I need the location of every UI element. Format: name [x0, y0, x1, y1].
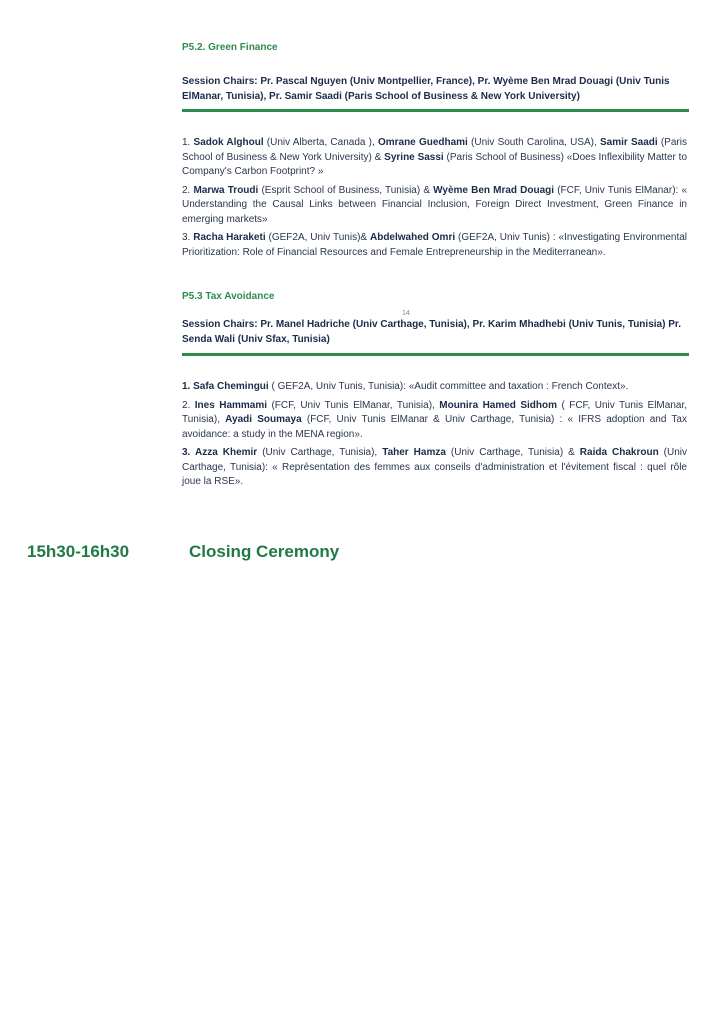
paper-list: [182, 380, 687, 490]
paper-number: 1.: [182, 381, 194, 392]
paper-text: (Esprit School of Business, Tunisia) &: [258, 184, 434, 196]
paper-list: [182, 136, 687, 260]
author-name: Ines Hammami: [194, 399, 268, 411]
closing-time: 15h30-16h30: [27, 542, 130, 561]
paper-entry: [182, 136, 687, 180]
paper-text: (Univ South Carolina, USA),: [467, 137, 600, 148]
paper-number: 3.: [182, 447, 195, 458]
session-chairs: Session Chairs: Pr. Manel Hadriche (Univ Carthage, Tunisia), Pr. Karim Mhadhebi (Univ Tunis, Tunisia) Pr. Senda Wali (Univ Sfax, Tunisia): [182, 319, 681, 345]
section-divider: [182, 353, 689, 356]
author-name: Azza Khemir: [194, 447, 258, 458]
paper-text: (GEF2A, Univ Tunis)&: [265, 232, 370, 243]
paper-text: ( GEF2A, Univ Tunis, Tunisia): «Audit committee and taxation : French Context».: [268, 381, 629, 392]
author-name: Sadok Alghoul: [193, 137, 264, 148]
paper-text: ( FCF, Univ Tunis ElManar, Tunisia),: [182, 399, 687, 425]
paper-text: (Univ Carthage, Tunisia) &: [445, 447, 580, 458]
closing-title: Closing Ceremony: [189, 542, 340, 561]
author-name: Racha Haraketi: [193, 232, 266, 243]
session-chairs: Session Chairs: Pr. Pascal Nguyen (Univ Montpellier, France), Pr. Wyème Ben Mrad Douagi (Univ Tunis ElManar, Tunisia), Pr. Samir Saadi (Paris School of Business & New York University): [182, 76, 670, 102]
author-name: Mounira Hamed Sidhom: [439, 399, 558, 411]
author-name: Ayadi Soumaya: [225, 414, 302, 425]
paper-number: 2.: [182, 399, 195, 411]
paper-entry: [182, 231, 687, 260]
author-name: Abdelwahed Omri: [369, 232, 456, 243]
author-name: Taher Hamza: [382, 447, 446, 458]
section-divider: [182, 109, 689, 112]
paper-entry: [182, 446, 687, 490]
paper-text: (Univ Carthage, Tunisia),: [257, 447, 383, 458]
paper-text: (GEF2A, Univ Tunis) : «Investigating Environmental Prioritization: Role of Financial Resources and Female Entrepreneurship in the Mediterranean».: [182, 232, 688, 258]
author-name: Samir Saadi: [599, 137, 658, 148]
author-name: Raida Chakroun: [579, 447, 659, 458]
paper-entry: [182, 399, 687, 443]
author-name: Marwa Troudi: [193, 184, 259, 196]
paper-text: (Paris School of Business) «Does Inflexibility Matter to Company's Carbon Footprint? »: [182, 151, 687, 177]
paper-text: (FCF, Univ Tunis ElManar & Univ Carthage, Tunisia) : « IFRS adoption and Tax avoidance: a study in the MENA region».: [182, 414, 687, 440]
paper-text: (Univ Carthage, Tunisia): « Représentation des femmes aux conseils d'administration et l'évitement fiscal : quel rôle joue la RSE».: [182, 447, 688, 487]
session-green-finance: [182, 42, 687, 264]
session-title: P5.3 Tax Avoidance: [182, 291, 275, 302]
page-number: 14: [402, 310, 410, 317]
author-name: Wyème Ben Mrad Douagi: [433, 184, 555, 196]
paper-text: (FCF, Univ Tunis ElManar, Tunisia),: [267, 399, 440, 411]
paper-text: (FCF, Univ Tunis ElManar): « Understanding the Causal Links between Financial Inclusion, Foreign Direct Investment, Green Finance in emerging markets»: [182, 184, 688, 225]
paper-entry: [182, 184, 687, 228]
author-name: Omrane Guedhami: [377, 137, 468, 148]
paper-entry: [182, 380, 687, 395]
session-tax-avoidance: [182, 291, 687, 494]
paper-number: 2.: [182, 184, 194, 196]
paper-text: (Univ Alberta, Canada ),: [263, 137, 378, 148]
session-title: P5.2. Green Finance: [182, 42, 278, 53]
author-name: Safa Chemingui: [193, 381, 269, 392]
author-name: Syrine Sassi: [384, 151, 444, 163]
paper-number: 3.: [182, 232, 194, 243]
paper-text: (Paris School of Business & New York University) &: [182, 137, 687, 163]
paper-number: 1.: [182, 137, 194, 148]
